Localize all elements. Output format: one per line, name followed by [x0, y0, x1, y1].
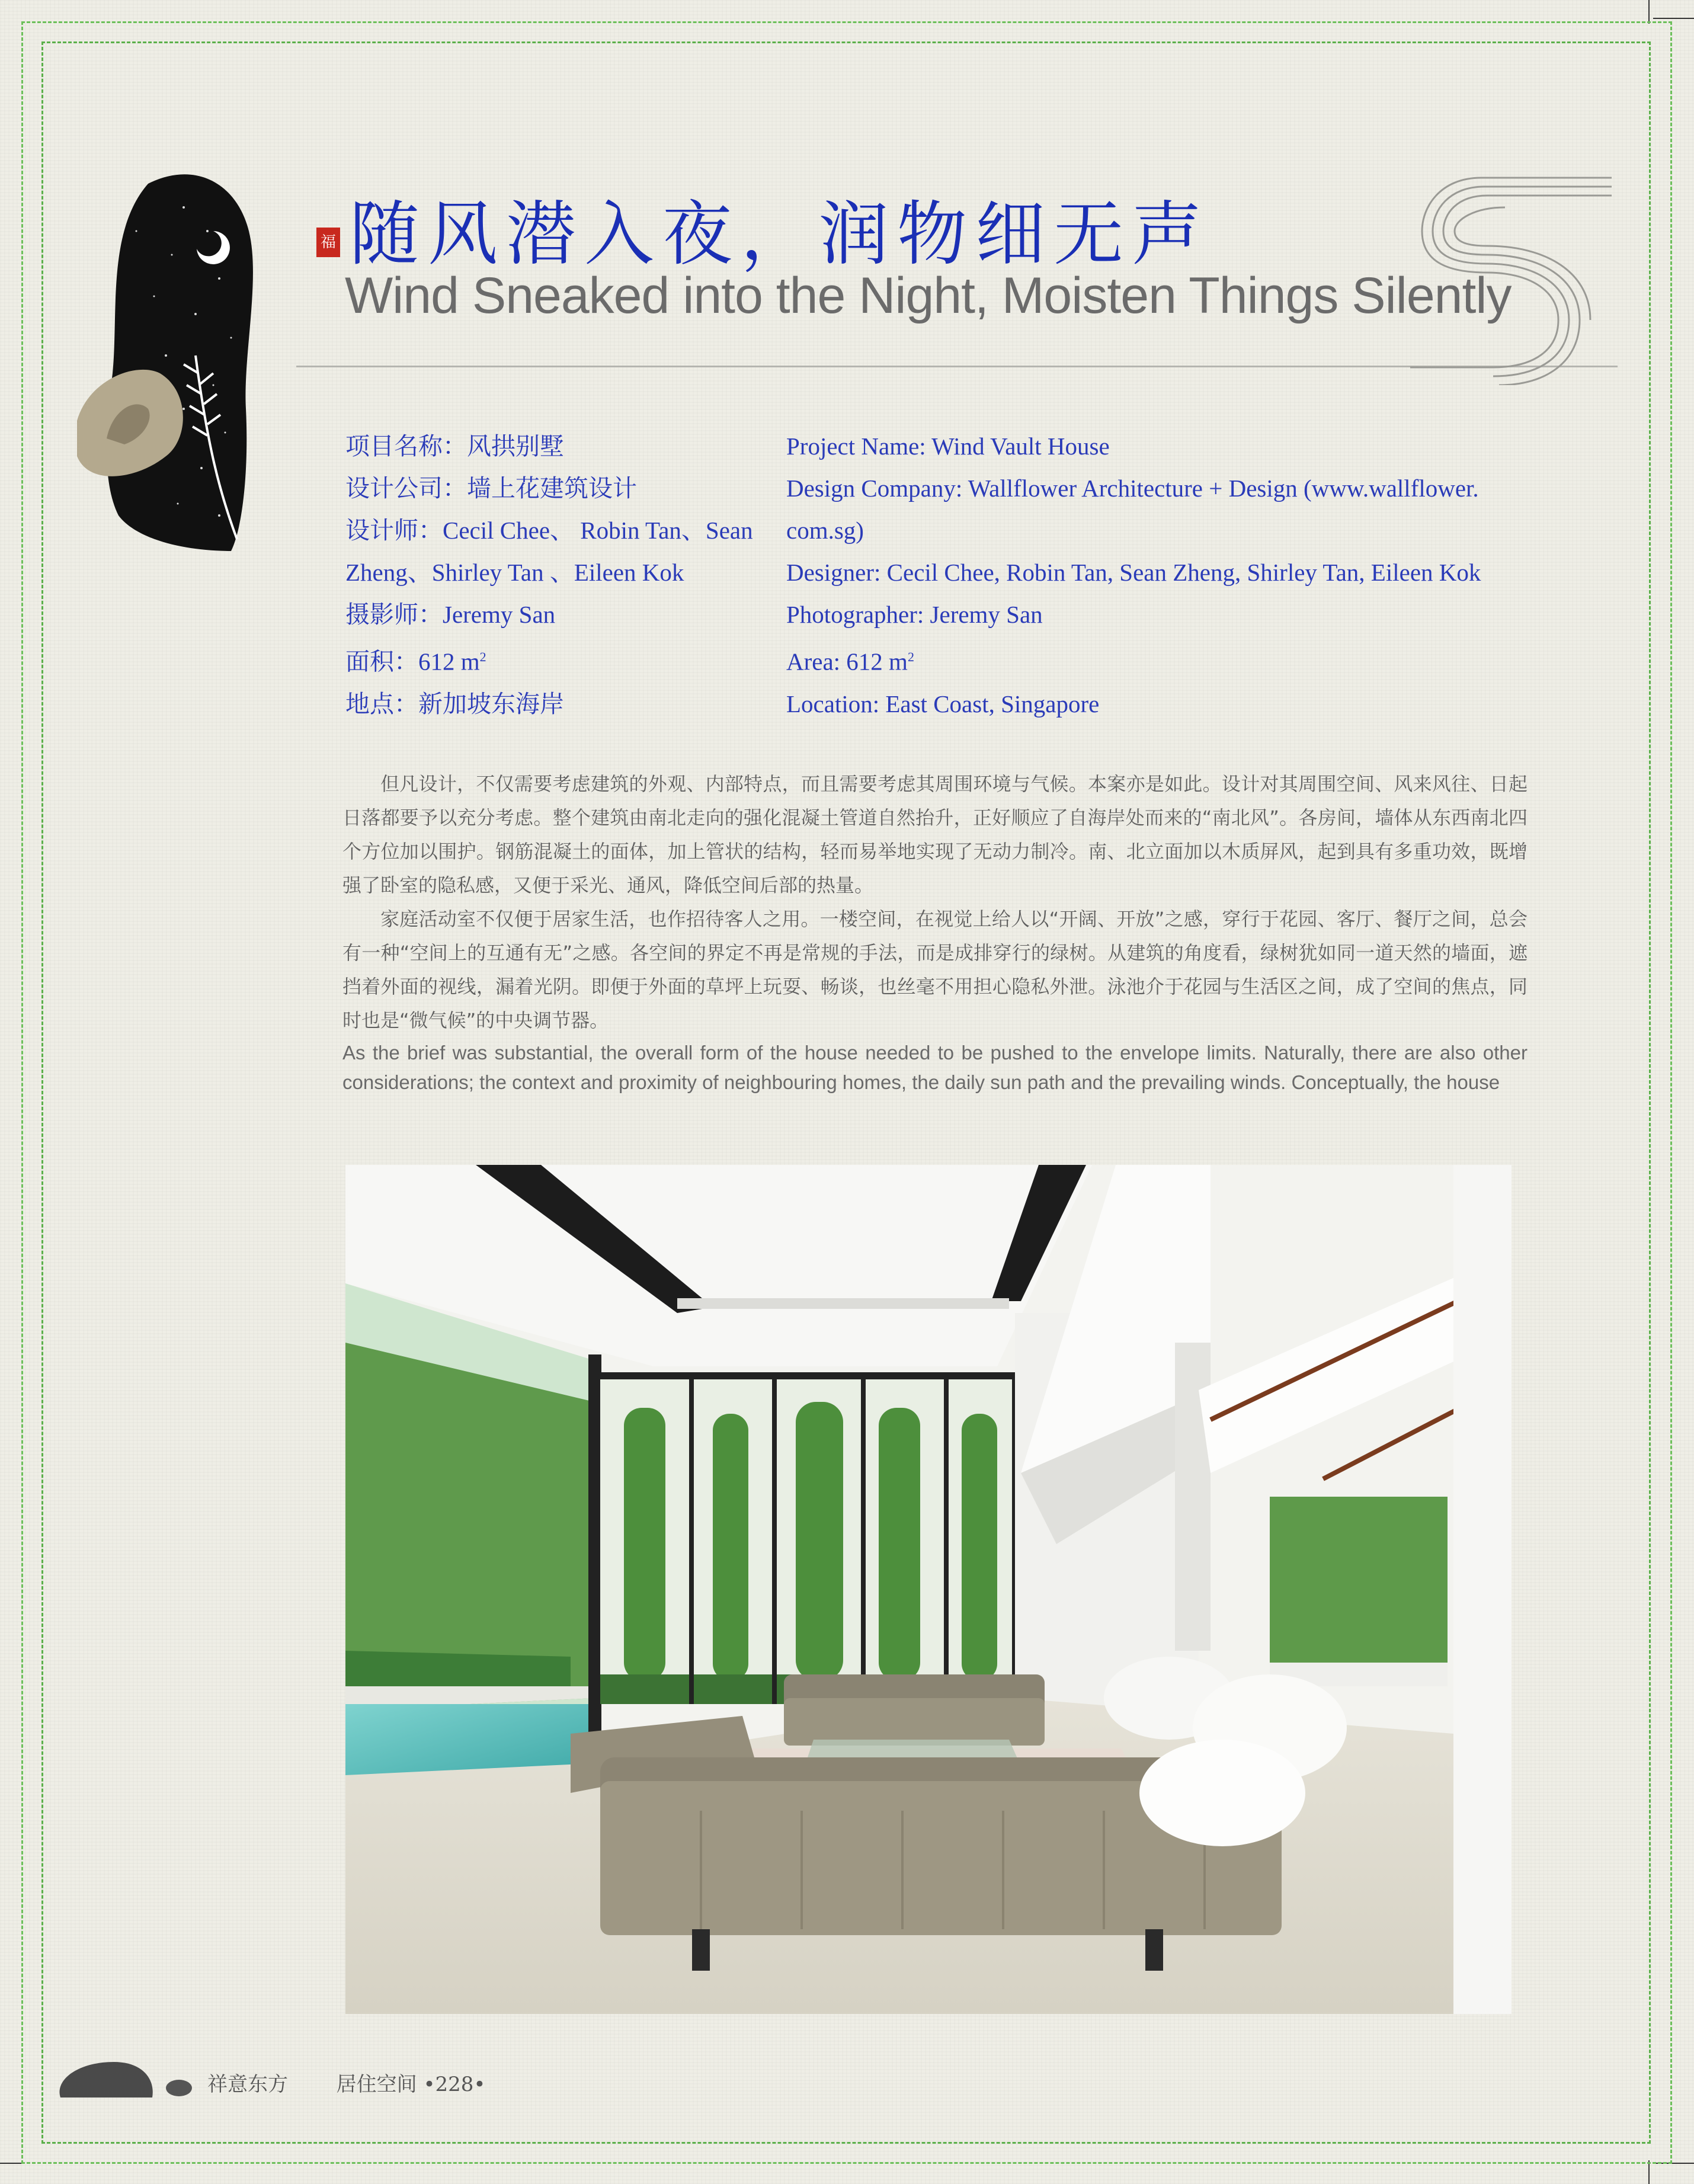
crop-mark	[0, 2163, 24, 2164]
red-seal-icon: 福	[316, 228, 340, 257]
page-title-en: Wind Sneaked into the Night, Moisten Things Silently	[345, 267, 1512, 324]
project-info-en	[786, 425, 1481, 725]
info-cn-line: 设计师：Cecil Chee、 Robin Tan、Sean	[345, 517, 753, 544]
project-info-cn	[345, 425, 753, 725]
ink-stone-icon	[55, 2044, 197, 2103]
crop-mark	[1648, 0, 1650, 24]
info-en-line: Design Company: Wallflower Architecture + Design (www.wallflower.	[786, 475, 1479, 502]
info-cn-area	[345, 636, 753, 683]
crop-mark	[1648, 2160, 1650, 2184]
footer-right: 居住空间	[336, 2073, 417, 2096]
living-room-photo	[345, 1165, 1512, 2014]
body-text-en: As the brief was substantial, the overall form of the house needed to be pushed to the envelope limits. Naturally, there are also other considerations; the context and proximity of neighbouring homes, the daily sun path and the prevailing winds. Conceptually, the house	[342, 1042, 1528, 1093]
info-en-area	[786, 636, 1481, 683]
area-superscript: 2	[907, 649, 914, 664]
page-title-cn: 随风潜入夜，润物细无声	[350, 193, 1211, 275]
night-moon-wheat-illustration	[65, 160, 302, 563]
info-en-line: Photographer: Jeremy San	[786, 601, 1043, 628]
footer-left: 祥意东方	[207, 2073, 288, 2096]
body-text-cn	[342, 767, 1528, 1037]
area-superscript: 2	[479, 649, 486, 664]
info-en-line: Location: East Coast, Singapore	[786, 690, 1100, 718]
footer-dot: •	[473, 2073, 486, 2096]
info-cn-line: 设计公司：墙上花建筑设计	[345, 475, 637, 502]
crop-mark	[1653, 18, 1694, 19]
info-en-line: Designer: Cecil Chee, Robin Tan, Sean Zheng, Shirley Tan, Eileen Kok	[786, 559, 1481, 586]
body-cn-paragraph: 家庭活动室不仅便于居家生活，也作招待客人之用。一楼空间，在视觉上给人以“开阔、开放”之感，穿行于花园、客厅、餐厅之间，总会有一种“空间上的互通有无”之感。各空间的界定不再是常规的手法，而是成排穿行的绿树。从建筑的角度看，绿树犹如同一道天然的墙面，遮挡着外面的视线，漏着光阴。即便于外面的草坪上玩耍、畅谈，也丝毫不用担心隐私外泄。泳池介于花园与生活区之间，成了空间的焦点，同时也是“微气候”的中央调节器。	[342, 908, 1528, 1032]
info-en-line: Project Name: Wind Vault House	[786, 433, 1110, 460]
page-number: 228	[435, 2073, 474, 2096]
body-cn-paragraph: 但凡设计，不仅需要考虑建筑的外观、内部特点，而且需要考虑其周围环境与气候。本案亦是如此。设计对其周围空间、风来风往、日起日落都要予以充分考虑。整个建筑由南北走向的强化混凝土管道自然抬升，正好顺应了自海岸处而来的“南北风”。各房间，墙体从东西南北四个方位加以围护。钢筋混凝土的面体，加上管状的结构，轻而易举地实现了无动力制冷。南、北立面加以木质屏风，起到具有多重功效，既增强了卧室的隐私感，又便于采光、通风，降低空间后部的热量。	[342, 773, 1528, 896]
page-footer	[207, 2068, 485, 2097]
info-en-area-text: Area: 612 m	[786, 648, 908, 675]
info-cn-line: 项目名称：风拱别墅	[345, 433, 564, 460]
info-cn-area-text: 面积：612 m	[345, 648, 480, 675]
wind-swirl-icon	[1410, 172, 1623, 385]
info-cn-line: 摄影师：Jeremy San	[345, 601, 556, 628]
footer-dot: •	[423, 2073, 435, 2096]
info-en-line: com.sg)	[786, 517, 864, 544]
info-cn-line: Zheng、Shirley Tan 、Eileen Kok	[345, 559, 684, 586]
info-cn-line: 地点：新加坡东海岸	[345, 690, 564, 718]
